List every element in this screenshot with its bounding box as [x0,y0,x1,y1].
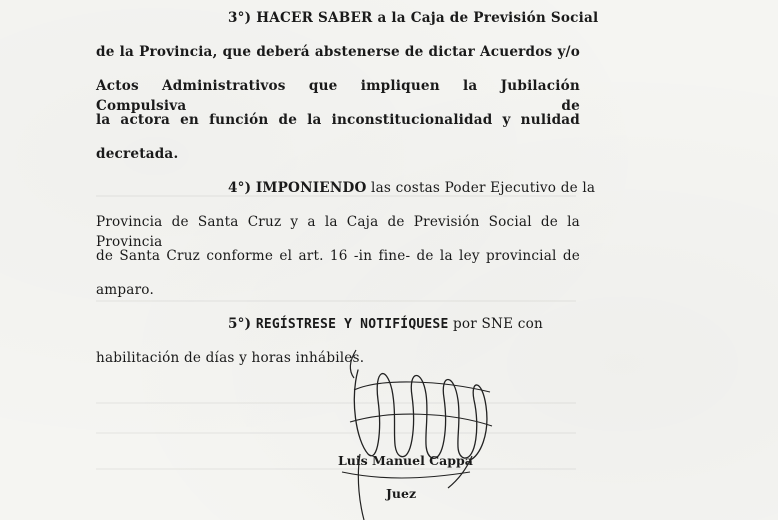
item5-keyword: REGÍSTRESE Y NOTIFÍQUESE [255,317,449,332]
item4-line2: Provincia de Santa Cruz y a la Caja de Previsión Social de la Provincia [96,214,580,250]
item4-line3: de Santa Cruz conforme el art. 16 -in fine- de la ley provincial de [96,248,580,264]
item4-line1-rest: las costas Poder Ejecutivo de la [371,180,596,196]
item3-line5: decretada. [96,146,179,162]
handwritten-signature [320,330,530,520]
item3-line3: Actos Administrativos que impliquen la Jubilación Compulsiva de [96,78,580,114]
item5-line1-rest: por SNE con [453,316,543,332]
item3-line1-text: HACER SABER a la Caja de Previsión Social [256,10,599,26]
item4-keyword: IMPONIENDO [255,180,367,196]
signer-title: Juez [386,486,417,501]
item4-number: 4°) [228,180,252,196]
item3-line2: de la Provincia, que deberá abstenerse de dictar Acuerdos y/o [96,44,580,60]
signer-name: Luis Manuel Cappa [338,453,473,468]
item3-number: 3°) [228,10,252,26]
item5-number: 5°) [228,316,252,332]
item4-line1 [228,178,596,198]
item3-line1 [228,8,599,28]
item3-line4: la actora en función de la inconstitucionalidad y nulidad [96,112,580,128]
item5-line2: habilitación de días y horas inhábiles. [96,350,365,366]
bleed-through-line [96,300,576,302]
item4-line4: amparo. [96,282,154,298]
